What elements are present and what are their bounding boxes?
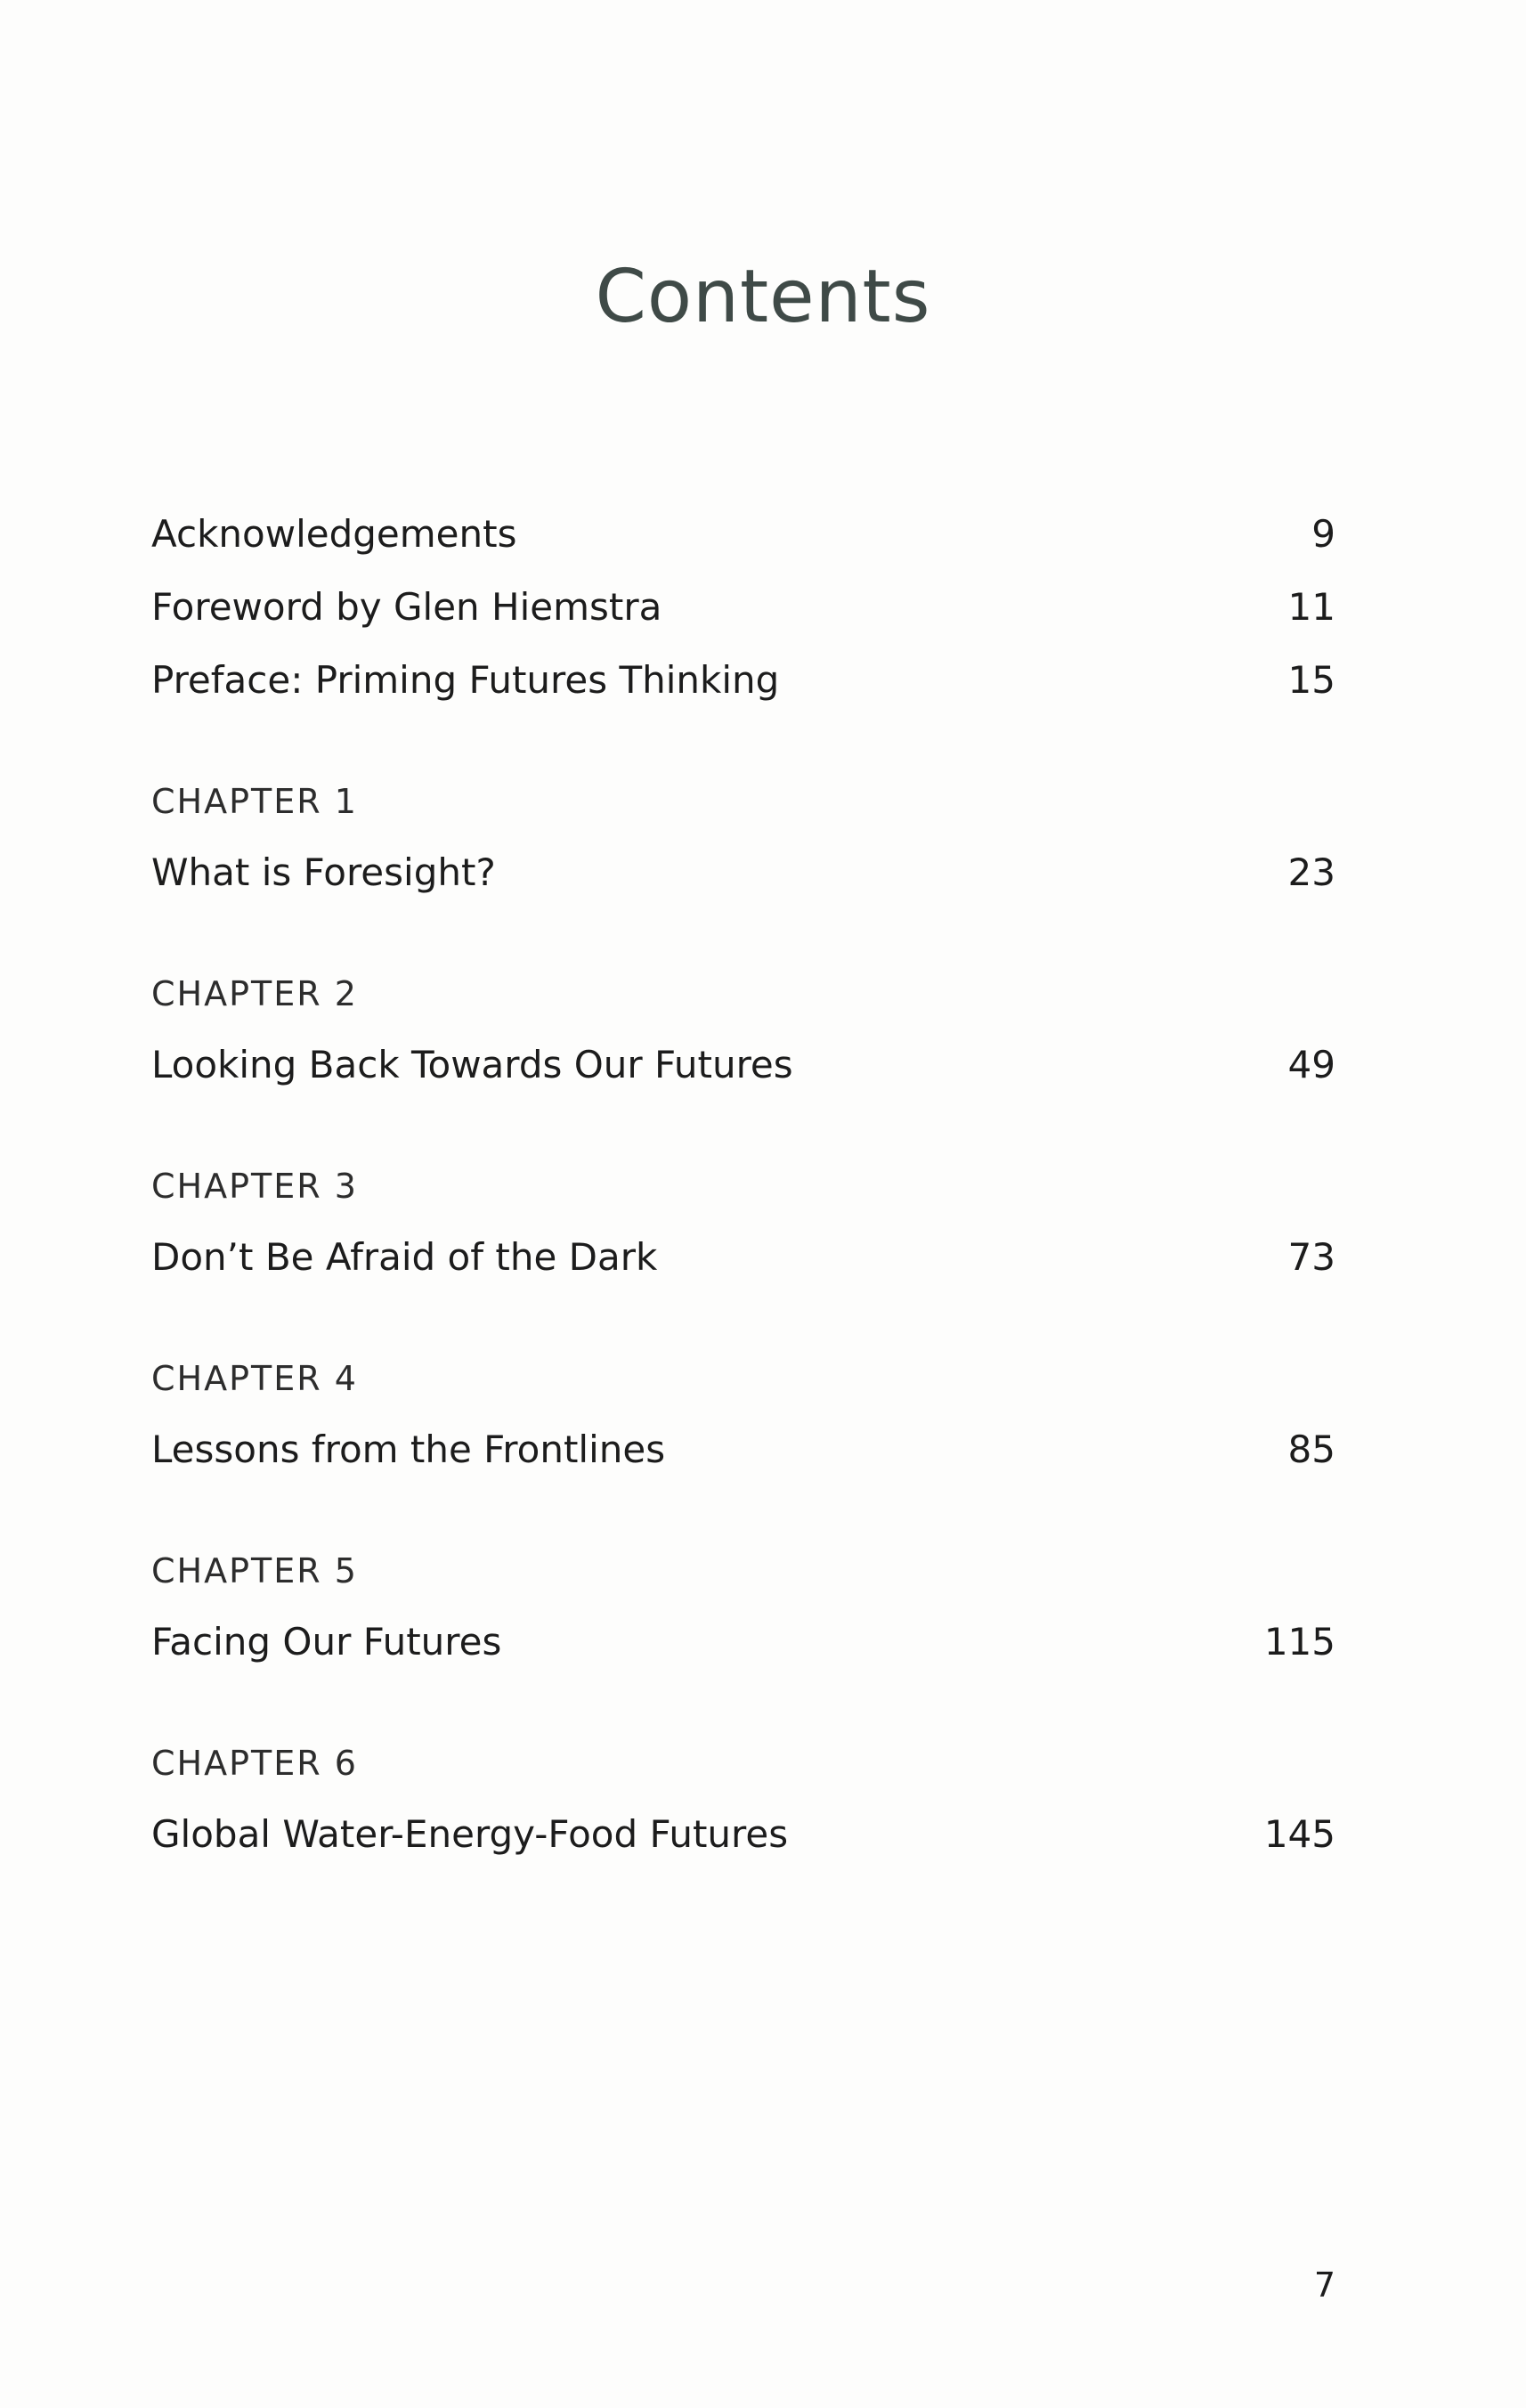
chapter-label: CHAPTER 3 — [151, 1167, 358, 1206]
toc-entry-chapter-2 — [151, 1038, 1335, 1092]
toc-entry-page: 145 — [1263, 1812, 1335, 1856]
toc-entry-page: 115 — [1263, 1620, 1335, 1664]
toc-entry-title: Facing Our Futures — [151, 1620, 502, 1664]
page-number: 7 — [1313, 2266, 1335, 2305]
toc-entry-title: Looking Back Towards Our Futures — [151, 1043, 793, 1086]
chapter-label: CHAPTER 1 — [151, 782, 358, 821]
toc-entry-page: 73 — [1287, 1235, 1335, 1279]
toc-entry-chapter-4 — [151, 1423, 1335, 1477]
toc-entry-page: 11 — [1287, 585, 1335, 629]
toc-entry-title: Lessons from the Frontlines — [151, 1428, 666, 1471]
chapter-label: CHAPTER 2 — [151, 974, 358, 1013]
toc-entry-chapter-3 — [151, 1231, 1335, 1284]
toc-entry-page: 23 — [1287, 850, 1335, 894]
toc-entry-chapter-1 — [151, 846, 1335, 899]
toc-entry-chapter-6 — [151, 1808, 1335, 1861]
chapter-label: CHAPTER 6 — [151, 1744, 358, 1783]
toc-entry-title: What is Foresight? — [151, 850, 496, 894]
toc-entry-page: 49 — [1287, 1043, 1335, 1086]
chapter-label: CHAPTER 5 — [151, 1551, 358, 1590]
toc-entry-title: Preface: Priming Futures Thinking — [151, 658, 780, 702]
toc-entry-title: Acknowledgements — [151, 512, 517, 556]
toc-entry-page: 15 — [1287, 658, 1335, 702]
table-of-contents — [151, 0, 1335, 2408]
toc-entry-foreword — [151, 581, 1335, 634]
toc-entry-title: Global Water-Energy-Food Futures — [151, 1812, 789, 1856]
toc-entry-preface — [151, 654, 1335, 707]
toc-entry-acknowledgements — [151, 508, 1335, 561]
chapter-label: CHAPTER 4 — [151, 1359, 358, 1398]
toc-entry-title: Foreword by Glen Hiemstra — [151, 585, 662, 629]
page-title: Contents — [595, 254, 931, 339]
toc-entry-page: 85 — [1287, 1428, 1335, 1471]
toc-entry-chapter-5 — [151, 1615, 1335, 1669]
toc-entry-title: Don’t Be Afraid of the Dark — [151, 1235, 658, 1279]
toc-entry-page: 9 — [1311, 512, 1335, 556]
